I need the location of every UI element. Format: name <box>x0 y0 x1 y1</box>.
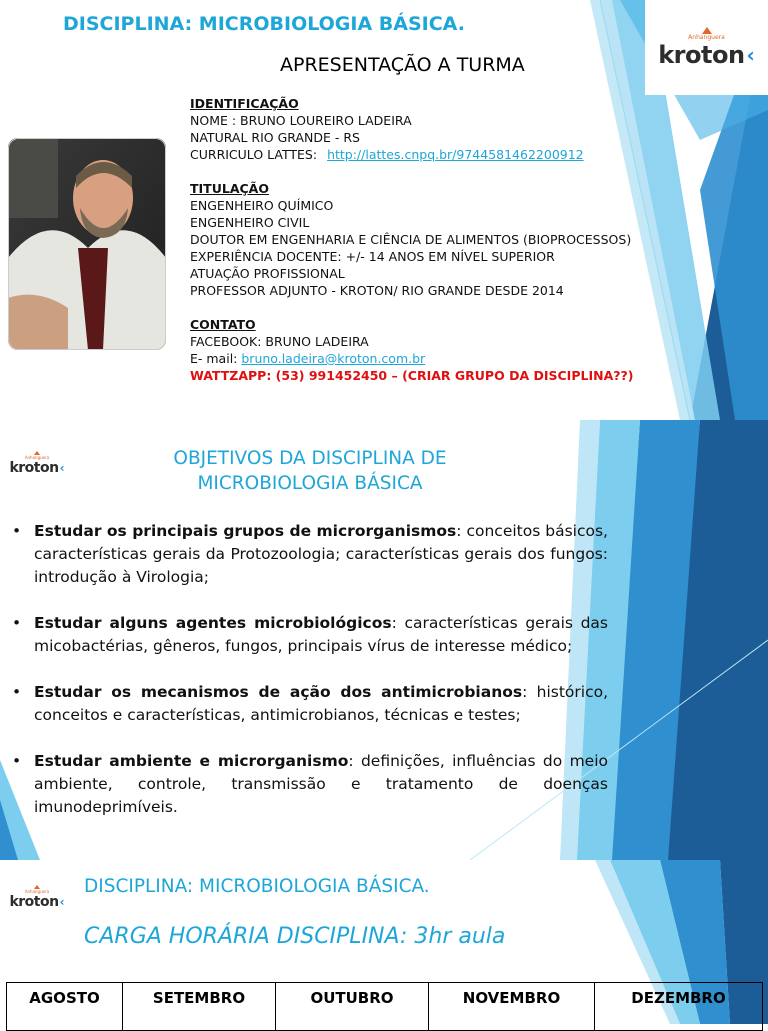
contato-header: CONTATO <box>190 317 256 332</box>
email-link[interactable]: bruno.ladeira@kroton.com.br <box>241 351 426 366</box>
logo-wordmark: kroton <box>658 40 745 69</box>
curriculo-label: CURRICULO LATTES: <box>190 147 318 162</box>
titulacao-header: TITULAÇÃO <box>190 181 269 196</box>
objective-bold: Estudar os principais grupos de microrganismos <box>34 522 457 540</box>
list-item <box>12 681 608 727</box>
curriculo-line <box>190 146 633 163</box>
month-cell: OUTUBRO <box>276 983 429 1031</box>
logo-k-icon: ‹ <box>59 460 65 475</box>
natural-line: NATURAL RIO GRANDE - RS <box>190 130 360 145</box>
kroton-logo <box>0 868 74 926</box>
slide1-subtitle: APRESENTAÇÃO A TURMA <box>280 54 525 76</box>
kroton-logo <box>0 434 74 492</box>
slide3-title: DISCIPLINA: MICROBIOLOGIA BÁSICA. <box>84 876 430 897</box>
portrait-photo <box>8 138 166 350</box>
slide2-title <box>100 446 520 496</box>
whatsapp-line: WATTZAPP: (53) 991452450 – (CRIAR GRUPO DA DISCIPLINA??) <box>190 368 634 383</box>
objective-text: : características gerais das micobactérias, gêneros, fungos, principais vírus de interesse médico; <box>34 614 608 655</box>
nome-line: NOME : BRUNO LOUREIRO LADEIRA <box>190 113 412 128</box>
logo-subtext: Anhanguera <box>688 33 725 41</box>
titulacao-item: EXPERIÊNCIA DOCENTE: +/- 14 ANOS EM NÍVEL SUPERIOR <box>190 249 555 264</box>
email-line <box>190 350 633 367</box>
month-cell: AGOSTO <box>7 983 123 1031</box>
bullet-icon: • <box>12 614 22 632</box>
objectives-list <box>12 520 608 842</box>
list-item <box>12 750 608 819</box>
slide-presentation <box>0 0 768 420</box>
objective-bold: Estudar alguns agentes microbiológicos <box>34 614 392 632</box>
slide2-title-line1: OBJETIVOS DA DISCIPLINA DE <box>173 448 447 469</box>
list-item <box>12 520 608 589</box>
month-cell: DEZEMBRO <box>595 983 763 1031</box>
facebook-line: FACEBOOK: BRUNO LADEIRA <box>190 334 369 349</box>
objective-text: : conceitos básicos, características gerais da Protozoologia; características gerais dos fungos: introdução à Virologia; <box>34 522 608 586</box>
slide1-title: DISCIPLINA: MICROBIOLOGIA BÁSICA. <box>63 13 465 35</box>
logo-k-icon: ‹ <box>746 42 755 67</box>
titulacao-item: PROFESSOR ADJUNTO - KROTON/ RIO GRANDE DESDE 2014 <box>190 283 564 298</box>
lattes-link[interactable]: http://lattes.cnpq.br/9744581462200912 <box>327 147 584 162</box>
objective-bold: Estudar os mecanismos de ação dos antimicrobianos <box>34 683 523 701</box>
objective-text: : definições, influências do meio ambiente, controle, transmissão e tratamento de doenças imunodeprimíveis. <box>34 752 608 816</box>
logo-triangle-icon <box>702 27 712 34</box>
email-label: E- mail: <box>190 351 238 366</box>
identification-block <box>190 95 633 384</box>
table-row <box>7 983 763 1031</box>
logo-subtext: Anhanguera <box>24 888 50 894</box>
month-cell: NOVEMBRO <box>429 983 595 1031</box>
logo-wordmark: kroton <box>9 893 59 910</box>
logo-subtext: Anhanguera <box>24 454 50 460</box>
logo-k-icon: ‹ <box>59 894 65 909</box>
month-cell: SETEMBRO <box>123 983 276 1031</box>
bullet-icon: • <box>12 752 22 770</box>
titulacao-item: ENGENHEIRO CIVIL <box>190 215 310 230</box>
bullet-icon: • <box>12 522 22 540</box>
logo-wordmark: kroton <box>9 459 59 476</box>
objective-text: : histórico, conceitos e características, antimicrobianos, técnicas e testes; <box>34 683 609 724</box>
objective-bold: Estudar ambiente e microrganismo <box>34 752 349 770</box>
list-item <box>12 612 608 658</box>
carga-horaria: CARGA HORÁRIA DISCIPLINA: 3hr aula <box>84 924 506 949</box>
titulacao-item: DOUTOR EM ENGENHARIA E CIÊNCIA DE ALIMENTOS (BIOPROCESSOS) <box>190 232 632 247</box>
kroton-logo <box>645 0 768 95</box>
slide2-title-line2: MICROBIOLOGIA BÁSICA <box>197 473 423 494</box>
identificacao-header: IDENTIFICAÇÃO <box>190 96 299 111</box>
titulacao-item: ENGENHEIRO QUÍMICO <box>190 198 334 213</box>
titulacao-item: ATUAÇÃO PROFISSIONAL <box>190 266 345 281</box>
bullet-icon: • <box>12 683 22 701</box>
